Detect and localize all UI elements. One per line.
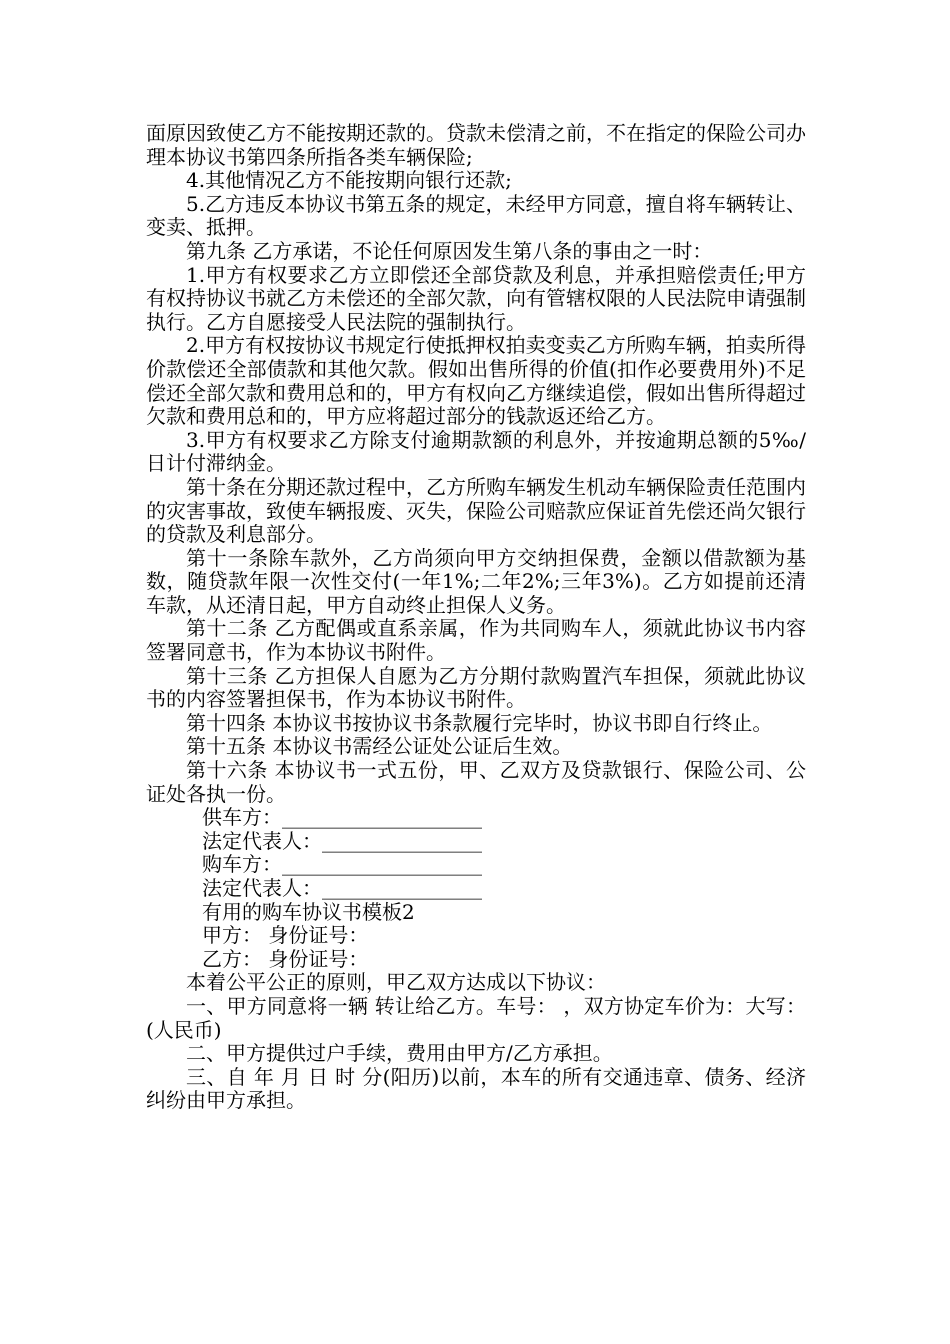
article-13: 第十三条 乙方担保人自愿为乙方分期付款购置汽车担保，须就此协议书的内容签署担保书，作为本协议书附件。 bbox=[146, 663, 806, 712]
field-label: 法定代表人： bbox=[202, 828, 322, 853]
paragraph: 4.其他情况乙方不能按期向银行还款; bbox=[186, 168, 512, 193]
signature-field-legal-rep-2 bbox=[146, 877, 806, 901]
field-label: 法定代表人： bbox=[202, 876, 322, 900]
signature-field-supplier bbox=[146, 806, 806, 830]
paragraph: 1.甲方有权要求乙方立即偿还全部贷款及利息，并承担赔偿责任;甲方有权持协议书就乙方未偿还的全部欠款，向有管辖权限的人民法院申请强制执行。乙方自愿接受人民法院的强制执行。 bbox=[146, 262, 806, 334]
signature-field-buyer bbox=[146, 853, 806, 877]
article-14: 第十四条 本协议书按协议书条款履行完毕时，协议书即自行终止。 bbox=[186, 710, 773, 735]
document-page bbox=[146, 122, 806, 1113]
paragraph: 3.甲方有权要求乙方除支付逾期款额的利息外，并按逾期总额的5‰/日计付滞纳金。 bbox=[146, 427, 806, 476]
field-label: 供车方： bbox=[202, 805, 282, 830]
article-12: 第十二条 乙方配偶或直系亲属，作为共同购车人，须就此协议书内容签署同意书，作为本协议书附件。 bbox=[146, 616, 806, 665]
paragraph: 面原因致使乙方不能按期还款的。贷款未偿清之前，不在指定的保险公司办理本协议书第四条所指各类车辆保险; bbox=[146, 121, 806, 169]
paragraph: 2.甲方有权按协议书规定行使抵押权拍卖变卖乙方所购车辆，拍卖所得价款偿还全部债款和其他欠款。假如出售所得的价值(扣作必要费用外)不足偿还全部欠款和费用总和的，甲方有权向乙方继续追偿，假如出售所得超过欠款和费用总和的，甲方应将超过部分的钱款返还给乙方。 bbox=[146, 333, 806, 429]
signature-blank[interactable]: ____________________ bbox=[282, 805, 482, 830]
signature-blank[interactable]: ____________________ bbox=[282, 852, 482, 877]
article-9: 第九条 乙方承诺，不论任何原因发生第八条的事由之一时： bbox=[186, 238, 713, 263]
party-b-line: 乙方： 身份证号： bbox=[202, 946, 369, 971]
signature-blank[interactable]: ________________ bbox=[322, 828, 482, 853]
party-a-line: 甲方： 身份证号： bbox=[202, 923, 369, 948]
article-11: 第十一条除车款外，乙方尚须向甲方交纳担保费，金额以借款额为基数，随贷款年限一次性交付(一年1%;二年2%;三年3%)。乙方如提前还清车款，从还清日起，甲方自动终止担保人义务。 bbox=[146, 545, 806, 617]
field-label: 购车方： bbox=[202, 852, 282, 877]
clause-1: 一、甲方同意将一辆 转让给乙方。车号： ，双方协定车价为：大写： (人民币) bbox=[146, 993, 806, 1042]
article-10: 第十条在分期还款过程中，乙方所购车辆发生机动车辆保险责任范围内的灾害事故，致使车辆报废、灭失，保险公司赔款应保证首先偿还尚欠银行的贷款及利息部分。 bbox=[146, 474, 806, 547]
section-title: 有用的购车协议书模板2 bbox=[202, 899, 415, 924]
article-16: 第十六条 本协议书一式五份，甲、乙双方及贷款银行、保险公司、公证处各执一份。 bbox=[146, 758, 806, 806]
clause-3: 三、自 年 月 日 时 分(阳历)以前，本车的所有交通违章、债务、经济纠纷由甲方承担。 bbox=[146, 1064, 806, 1113]
intro-paragraph: 本着公平公正的原则，甲乙双方达成以下协议： bbox=[186, 970, 606, 995]
paragraph: 5.乙方违反本协议书第五条的规定，未经甲方同意，擅自将车辆转让、变卖、抵押。 bbox=[146, 191, 806, 240]
signature-blank[interactable]: ________________ bbox=[322, 876, 482, 900]
article-15: 第十五条 本协议书需经公证处公证后生效。 bbox=[186, 734, 573, 759]
signature-field-legal-rep bbox=[146, 830, 806, 854]
clause-2: 二、甲方提供过户手续，费用由甲方/乙方承担。 bbox=[186, 1041, 613, 1066]
